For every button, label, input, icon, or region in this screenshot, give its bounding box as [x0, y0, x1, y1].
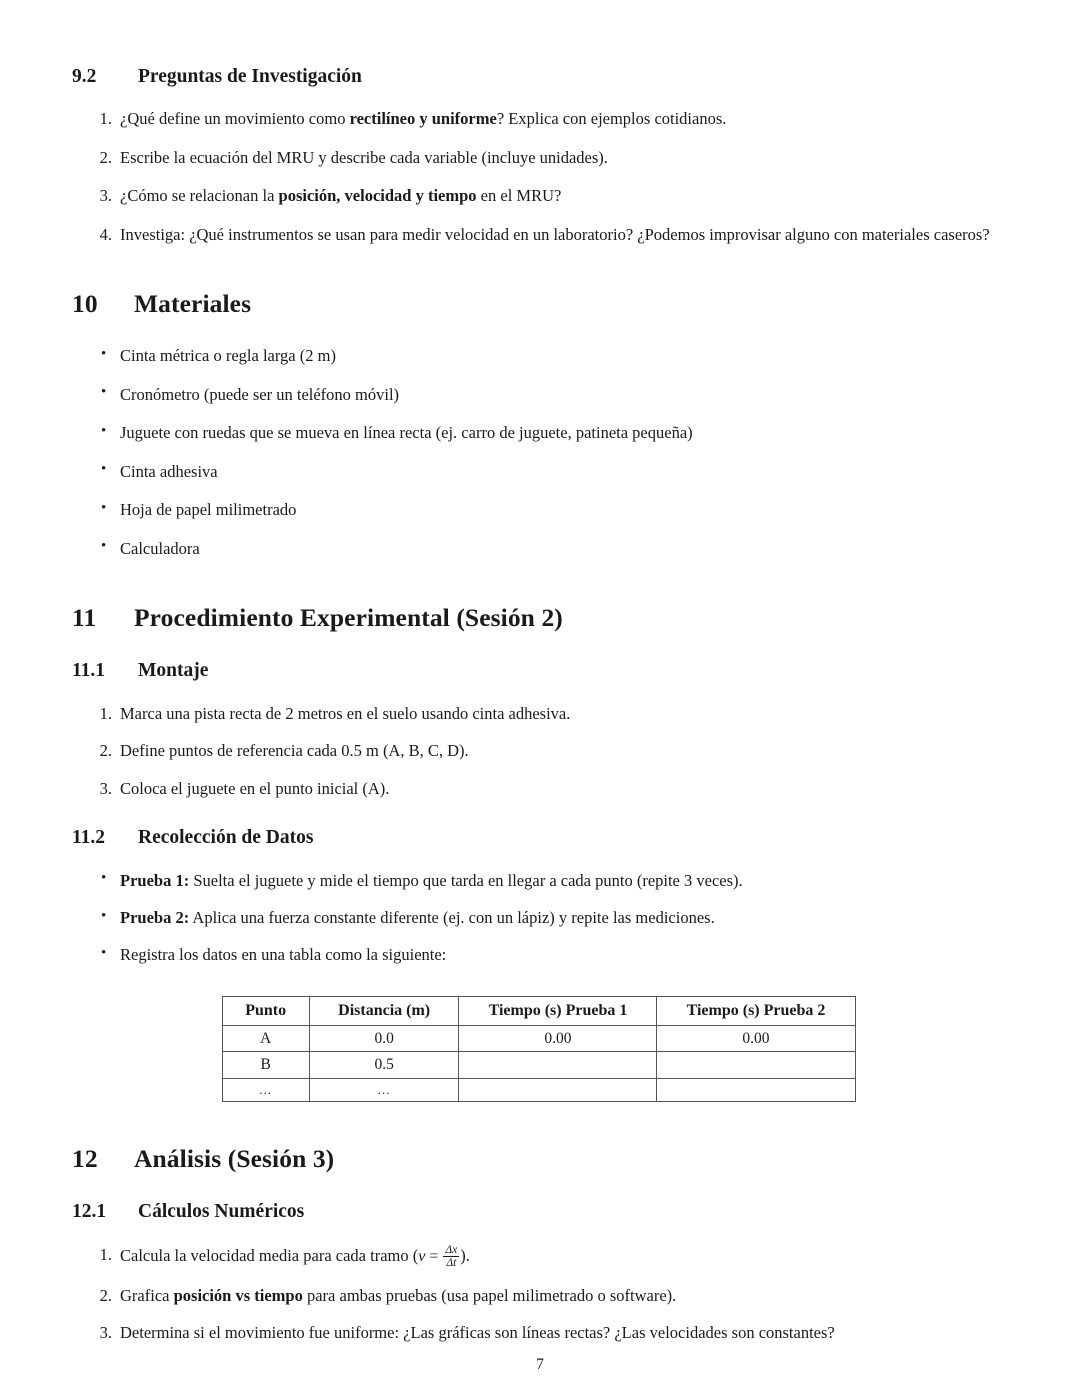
- list-item-label: Cinta métrica o regla larga (2 m): [120, 346, 336, 366]
- list-item-text-post: ? Explica con ejemplos cotidianos.: [496, 109, 727, 129]
- list-item-text-bold: posición vs tiempo: [173, 1285, 303, 1305]
- heading-11-title: Procedimiento Experimental (Sesión 2): [134, 603, 563, 633]
- list-item: [72, 740, 1005, 761]
- heading-12-1-title: Cálculos Numéricos: [138, 1201, 305, 1223]
- spacer: [72, 850, 1005, 870]
- list-marker: 3.: [99, 778, 112, 798]
- list-item-label: Cinta adhesiva: [120, 461, 218, 481]
- list-marker: 3.: [99, 186, 112, 206]
- list-item: [72, 870, 1005, 891]
- bullet-icon: •: [101, 384, 107, 401]
- heading-10: [72, 289, 1005, 318]
- list-marker: 3.: [99, 1323, 112, 1343]
- list-item-text-post: para ambas pruebas (usa papel milimetrado o software).: [302, 1285, 677, 1305]
- list-marker: 4.: [99, 224, 112, 244]
- heading-11-2-title: Recolección de Datos: [138, 827, 314, 849]
- table-cell: A: [222, 1025, 309, 1051]
- list-item: [72, 422, 1005, 443]
- list-item-label-bold: Prueba 1:: [120, 870, 190, 890]
- list-item-text-pre: Calcula la velocidad media para cada tramo (: [120, 1245, 419, 1265]
- table-cell: [657, 1078, 855, 1101]
- list-montaje: [72, 703, 1005, 799]
- table-cell: ...: [309, 1078, 459, 1101]
- heading-11-1-number: 11.1: [72, 660, 106, 682]
- formula-denominator: Δt: [443, 1256, 459, 1269]
- table-cell: B: [222, 1052, 309, 1078]
- heading-10-title: Materiales: [134, 289, 252, 319]
- heading-12-1-number: 12.1: [72, 1201, 107, 1223]
- list-item: [72, 499, 1005, 520]
- spacer: [72, 799, 1005, 827]
- table-cell: ...: [222, 1078, 309, 1101]
- list-item-label-bold: Prueba 2:: [120, 908, 190, 928]
- spacer: [72, 683, 1005, 703]
- list-item: [72, 147, 1005, 168]
- spacer: [72, 966, 1005, 996]
- formula-equals: =: [429, 1247, 439, 1265]
- spacer: [72, 1173, 1005, 1201]
- formula-lhs: v: [418, 1247, 426, 1265]
- table-cell: 0.0: [309, 1025, 459, 1051]
- table-head: [222, 996, 855, 1025]
- list-item-label: Calculadora: [120, 538, 200, 558]
- bullet-icon: •: [101, 944, 107, 961]
- heading-11-2-number: 11.2: [72, 827, 106, 849]
- list-calculos-numericos: [72, 1244, 1005, 1344]
- list-item-text-post: ).: [460, 1245, 470, 1265]
- data-table-container: [72, 996, 1005, 1102]
- column-header-tiempo-prueba-1: Tiempo (s) Prueba 1: [459, 996, 657, 1025]
- table-cell: [459, 1078, 657, 1101]
- list-item-text-post: en el MRU?: [476, 186, 562, 206]
- heading-9-2-number: 9.2: [72, 66, 97, 87]
- table-cell: [459, 1052, 657, 1078]
- table-cell: [657, 1052, 855, 1078]
- list-item: [72, 345, 1005, 366]
- table-header-row: [222, 996, 855, 1025]
- list-item-text-pre: Investiga: ¿Qué instrumentos se usan para medir velocidad en un laboratorio? ¿Podemos improvisar alguno con materiales caseros?: [120, 224, 990, 244]
- spacer: [72, 88, 1005, 108]
- spacer: [72, 318, 1005, 345]
- measurements-table: [222, 996, 856, 1102]
- list-item-text-pre: ¿Qué define un movimiento como: [120, 109, 350, 129]
- heading-12-number: 12: [72, 1143, 98, 1173]
- list-item-label: Cronómetro (puede ser un teléfono móvil): [120, 384, 400, 404]
- list-item-text-bold: posición, velocidad y tiempo: [278, 186, 477, 206]
- list-item-label: Marca una pista recta de 2 metros en el suelo usando cinta adhesiva.: [120, 703, 571, 723]
- table-row: [222, 1025, 855, 1051]
- heading-10-number: 10: [72, 289, 98, 319]
- list-marker: 2.: [99, 1285, 112, 1305]
- spacer: [72, 559, 1005, 603]
- formula-fraction: [443, 1244, 459, 1269]
- list-preguntas-investigacion: [72, 108, 1005, 245]
- heading-12: [72, 1144, 1005, 1173]
- list-item-label: Hoja de papel milimetrado: [120, 500, 297, 520]
- list-item: [72, 778, 1005, 799]
- spacer: [72, 1102, 1005, 1144]
- list-item: [72, 108, 1005, 129]
- bullet-icon: •: [101, 499, 107, 516]
- list-item: [72, 1322, 1005, 1343]
- table-row: [222, 1052, 855, 1078]
- heading-9-2-title: Preguntas de Investigación: [138, 66, 362, 87]
- bullet-icon: •: [101, 907, 107, 924]
- table-cell: 0.00: [657, 1025, 855, 1051]
- column-header-distancia: Distancia (m): [309, 996, 459, 1025]
- list-item-label: Registra los datos en una tabla como la siguiente:: [120, 945, 447, 965]
- velocity-formula: [418, 1243, 460, 1269]
- formula-numerator: Δx: [445, 1243, 458, 1256]
- list-item-label: Aplica una fuerza constante diferente (ej. con un lápiz) y repite las mediciones.: [189, 908, 715, 928]
- list-marker: 1.: [99, 703, 112, 723]
- list-item: [72, 224, 1005, 245]
- list-item-text-pre: Escribe la ecuación del MRU y describe cada variable (incluye unidades).: [120, 147, 608, 167]
- list-item-label: Juguete con ruedas que se mueva en línea recta (ej. carro de juguete, patineta pequeña): [120, 423, 693, 443]
- list-item: [72, 185, 1005, 206]
- bullet-icon: •: [101, 538, 107, 555]
- bullet-icon: •: [101, 345, 107, 362]
- heading-11: [72, 603, 1005, 632]
- list-marker: 1.: [99, 109, 112, 129]
- list-item: [72, 944, 1005, 965]
- list-item-label: Coloca el juguete en el punto inicial (A).: [120, 778, 390, 798]
- table-body: [222, 1025, 855, 1101]
- list-item: [72, 461, 1005, 482]
- spacer: [72, 245, 1005, 289]
- list-item: [72, 538, 1005, 559]
- heading-11-1: [72, 660, 1005, 682]
- list-recoleccion-datos: [72, 870, 1005, 966]
- heading-12-1: [72, 1201, 1005, 1223]
- list-marker: 2.: [99, 741, 112, 761]
- column-header-punto: Punto: [222, 996, 309, 1025]
- list-materiales: [72, 345, 1005, 559]
- list-item: [72, 703, 1005, 724]
- table-cell: 0.00: [459, 1025, 657, 1051]
- list-item: [72, 907, 1005, 928]
- list-item: [72, 384, 1005, 405]
- list-marker: 1.: [99, 1244, 112, 1264]
- table-row: [222, 1078, 855, 1101]
- list-item-text-bold: rectilíneo y uniforme: [349, 109, 497, 129]
- list-item-label: Define puntos de referencia cada 0.5 m (A, B, C, D).: [120, 741, 469, 761]
- table-cell: 0.5: [309, 1052, 459, 1078]
- list-marker: 2.: [99, 147, 112, 167]
- page-number: 7: [536, 1356, 544, 1373]
- list-item: [72, 1244, 1005, 1269]
- column-header-tiempo-prueba-2: Tiempo (s) Prueba 2: [657, 996, 855, 1025]
- list-item-text-pre: Determina si el movimiento fue uniforme: ¿Las gráficas son líneas rectas? ¿Las velocidades son constantes?: [120, 1323, 835, 1343]
- bullet-icon: •: [101, 422, 107, 439]
- spacer: [72, 1224, 1005, 1244]
- heading-11-number: 11: [72, 603, 97, 633]
- heading-11-2: [72, 827, 1005, 849]
- bullet-icon: •: [101, 870, 107, 887]
- list-item-text-pre: Grafica: [120, 1285, 174, 1305]
- bullet-icon: •: [101, 461, 107, 478]
- heading-9-2: [72, 66, 1005, 88]
- list-item-text-pre: ¿Cómo se relacionan la: [120, 186, 279, 206]
- heading-12-title: Análisis (Sesión 3): [134, 1143, 335, 1173]
- heading-11-1-title: Montaje: [138, 660, 209, 682]
- spacer: [72, 632, 1005, 660]
- list-item: [72, 1285, 1005, 1306]
- list-item-label: Suelta el juguete y mide el tiempo que tarda en llegar a cada punto (repite 3 veces).: [189, 870, 743, 890]
